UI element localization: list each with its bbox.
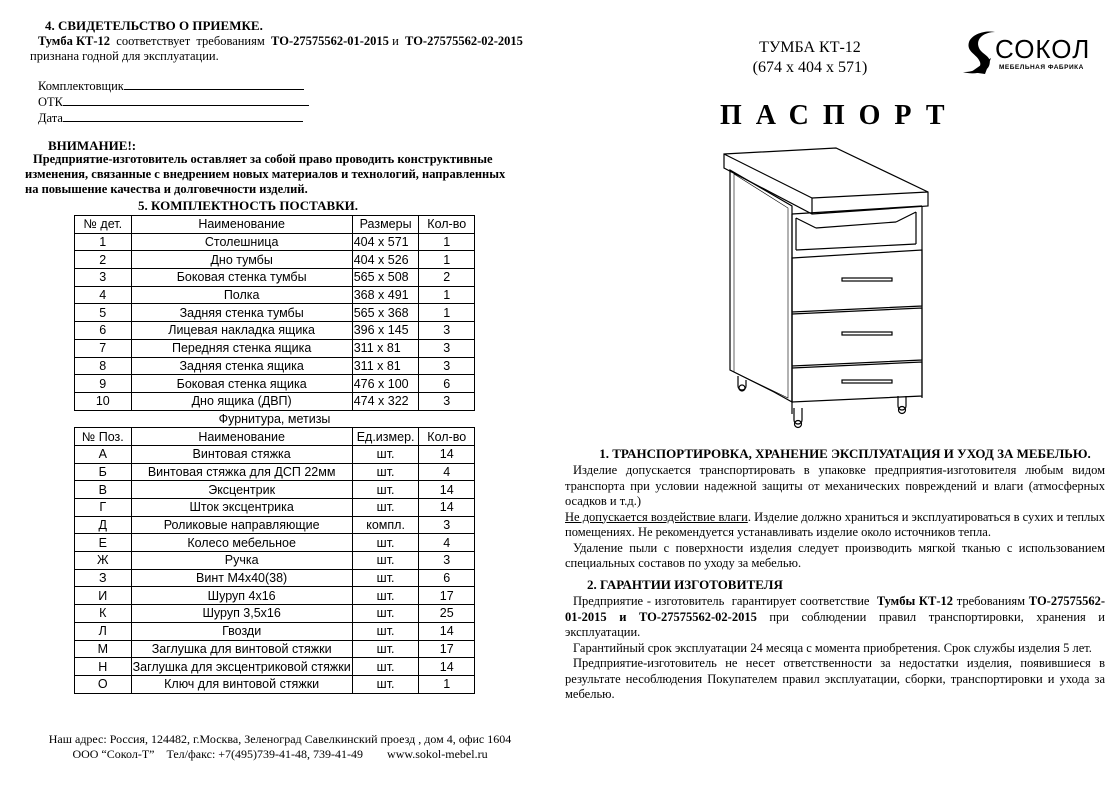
section-1-paragraph-1: Изделие допускается транспортировать в упаковке предприятия-изготовителя любым видом транспорта при условии надежной защиты от механических повреждений и влаги (атмосферных осадков и т.д.) bbox=[565, 463, 1105, 508]
address-line: Наш адрес: Россия, 124482, г.Москва, Зеленоград Савелкинский проезд , дом 4, офис 1604 bbox=[48, 732, 512, 746]
hardware-title: Фурнитура, метизы bbox=[75, 410, 475, 428]
section-2-paragraph-2: Гарантийный срок эксплуатации 24 месяца с момента приобретения. Срок службы изделия 5 лет. bbox=[573, 640, 1092, 655]
table-row: О Ключ для винтовой стяжки шт. 1 bbox=[75, 675, 475, 693]
section-1-paragraph-2: Не допускается воздействие влаги. Изделие должно храниться и эксплуатироваться в сухих и теплых помещениях. Не рекомендуется устанавливать изделие около источников тепла. bbox=[565, 509, 1106, 539]
section-5-title: 5. КОМПЛЕКТНОСТЬ ПОСТАВКИ. bbox=[138, 198, 358, 213]
supply-table bbox=[74, 215, 475, 694]
section-2-paragraph-3: Предприятие-изготовитель не несет ответственности за недостатки изделия, появившиеся в результате несоблюдения Покупателем правил эксплуатации, сборки, транспортировки и ухода за мебелью. bbox=[565, 656, 1105, 701]
table-row: 2 Дно тумбы 404 х 526 1 bbox=[75, 251, 475, 269]
table-row: И Шуруп 4х16 шт. 17 bbox=[75, 587, 475, 605]
section-1 bbox=[565, 446, 1105, 572]
table-row: 4 Полка 368 х 491 1 bbox=[75, 286, 475, 304]
contacts-line[interactable]: ООО “Сокол-Т” Тел/факс: +7(495)739-41-48, 739-41-49 www.sokol-mebel.ru bbox=[72, 747, 488, 761]
table-row: З Винт М4х40(38) шт. 6 bbox=[75, 569, 475, 587]
acceptance-text: Тумба КТ-12 соответствует требованиям ТО-27575562-01-2015 и ТО-27575562-02-2015 признана годной для эксплуатации. bbox=[30, 34, 523, 63]
product-header bbox=[730, 38, 890, 78]
attention-text: Предприятие-изготовитель оставляет за собой право проводить конструктивные изменения, связанные с внедрением новых материалов и технологий, направленных на повышение качества и долговечности изделий. bbox=[25, 152, 506, 196]
table-row: 6 Лицевая накладка ящика 396 х 145 3 bbox=[75, 322, 475, 340]
hardware-title-row bbox=[75, 410, 475, 428]
section-1-paragraph-3: Удаление пыли с поверхности изделия следует производить мягкой тканью с использованием специальных составов по уходу за мебелью. bbox=[565, 540, 1105, 570]
logo-name: СОКОЛ bbox=[995, 34, 1091, 64]
table-row: Ж Ручка шт. 3 bbox=[75, 552, 475, 570]
table-row: Г Шток эксцентрика шт. 14 bbox=[75, 499, 475, 517]
logo-subtitle: МЕБЕЛЬНАЯ ФАБРИКА bbox=[999, 64, 1084, 71]
sign-field-packer[interactable]: Комплектовщик bbox=[38, 78, 309, 94]
table-row: 7 Передняя стенка ящика 311 х 81 3 bbox=[75, 339, 475, 357]
table-row: 5 Задняя стенка тумбы 565 х 368 1 bbox=[75, 304, 475, 322]
table-row: В Эксцентрик шт. 14 bbox=[75, 481, 475, 499]
table-row: Е Колесо мебельное шт. 4 bbox=[75, 534, 475, 552]
table-row: М Заглушка для винтовой стяжки шт. 17 bbox=[75, 640, 475, 658]
section-4-title: 4. СВИДЕТЕЛЬСТВО О ПРИЕМКЕ. bbox=[45, 18, 263, 33]
table-row: Н Заглушка для эксцентриковой стяжки шт. 14 bbox=[75, 658, 475, 676]
table-row: Б Винтовая стяжка для ДСП 22мм шт. 4 bbox=[75, 463, 475, 481]
attention-title: ВНИМАНИЕ!: bbox=[48, 138, 137, 153]
section-1-title: 1. ТРАНСПОРТИРОВКА, ХРАНЕНИЕ ЭКСПЛУАТАЦИЯ И УХОД ЗА МЕБЕЛЬЮ. bbox=[599, 446, 1091, 461]
section-2-title: 2. ГАРАНТИИ ИЗГОТОВИТЕЛЯ bbox=[587, 577, 783, 592]
section-2 bbox=[565, 577, 1105, 703]
sokol-logo bbox=[955, 28, 1105, 78]
table-row: 10 Дно ящика (ДВП) 474 х 322 3 bbox=[75, 392, 475, 410]
table-row: К Шуруп 3,5х16 шт. 25 bbox=[75, 605, 475, 623]
standard-2: ТО-27575562-02-2015 bbox=[405, 34, 523, 48]
product-name: ТУМБА КТ-12 bbox=[759, 39, 861, 56]
table-row: 3 Боковая стенка тумбы 565 х 508 2 bbox=[75, 269, 475, 287]
table-row: 9 Боковая стенка ящика 476 х 100 6 bbox=[75, 375, 475, 393]
passport-title: ПАСПОРТ bbox=[720, 100, 959, 131]
cabinet-illustration bbox=[716, 140, 944, 436]
sign-field-date[interactable]: Дата bbox=[38, 110, 309, 126]
address-block bbox=[0, 732, 560, 762]
product-dimensions: (674 х 404 х 571) bbox=[752, 59, 868, 76]
section-2-paragraph-1: Предприятие - изготовитель гарантирует соответствие Тумбы КТ-12 требованиям ТО-27575562-01-2015 и ТО-27575562-02-2015 при соблюдении правил транспортировки, хранения и эксплуатации. bbox=[565, 594, 1105, 639]
table-row: Л Гвозди шт. 14 bbox=[75, 622, 475, 640]
table-row: А Винтовая стяжка шт. 14 bbox=[75, 445, 475, 463]
table-row: 8 Задняя стенка ящика 311 х 81 3 bbox=[75, 357, 475, 375]
table-row: Д Роликовые направляющие компл. 3 bbox=[75, 516, 475, 534]
sign-fields bbox=[38, 78, 309, 126]
parts-header-row: № дет. Наименование Размеры Кол-во bbox=[75, 216, 475, 234]
product-ref: Тумба КТ-12 bbox=[38, 34, 111, 48]
table-row: 1 Столешница 404 х 571 1 bbox=[75, 233, 475, 251]
sign-field-otk[interactable]: ОТК bbox=[38, 94, 309, 110]
hardware-header-row: № Поз. Наименование Ед.измер. Кол-во bbox=[75, 428, 475, 446]
standard-1: ТО-27575562-01-2015 bbox=[271, 34, 389, 48]
